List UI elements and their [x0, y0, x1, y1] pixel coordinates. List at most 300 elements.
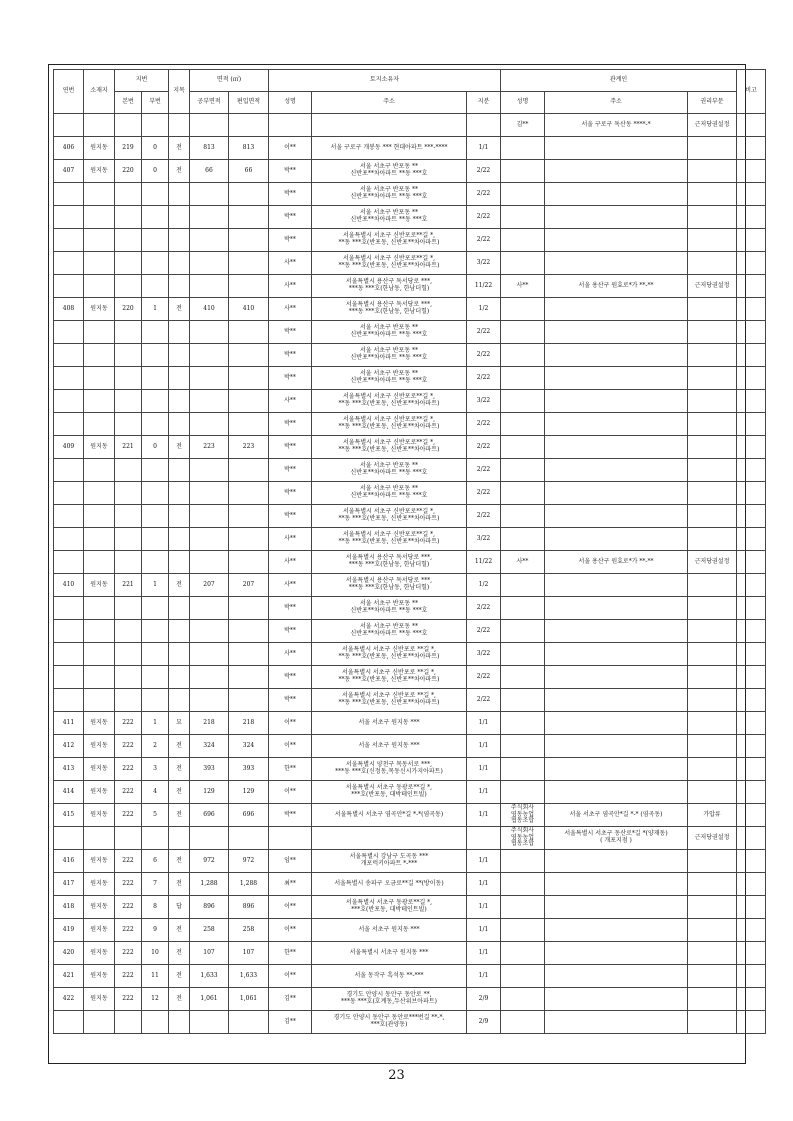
- cell-share: 2/9: [467, 1011, 501, 1034]
- cell-share: 2/22: [467, 367, 501, 390]
- table-row: [54, 735, 766, 758]
- cell-no: [54, 114, 84, 137]
- cell-share: 1/1: [467, 735, 501, 758]
- table-row: [54, 919, 766, 942]
- col-owner-name-header: 성명: [269, 92, 312, 114]
- cell-no: [54, 482, 84, 505]
- cell-main-no: 222: [115, 758, 142, 781]
- cell-location: [84, 528, 115, 551]
- cell-public-area: [190, 620, 229, 643]
- cell-sub-no: [142, 390, 169, 413]
- cell-public-area: [190, 1011, 229, 1034]
- cell-owner-addr: [312, 827, 467, 850]
- cell-main-no: 221: [115, 436, 142, 459]
- cell-owner-name: 사**: [269, 298, 312, 321]
- cell-location: 원지동: [84, 574, 115, 597]
- cell-public-area: [190, 528, 229, 551]
- cell-sub-no: 5: [142, 804, 169, 827]
- cell-land-type: [169, 344, 190, 367]
- cell-rel-addr: [545, 505, 688, 528]
- cell-sub-no: 2: [142, 735, 169, 758]
- cell-public-area: 813: [190, 137, 229, 160]
- table-row: [54, 896, 766, 919]
- cell-rel-addr: 서울 용산구 원효로*가 **-**: [545, 551, 688, 574]
- cell-land-type: 전: [169, 965, 190, 988]
- cell-owner-addr: 서울 서초구 원지동 ***: [312, 735, 467, 758]
- cell-land-type: [169, 275, 190, 298]
- cell-location: 원지동: [84, 298, 115, 321]
- cell-rel-name: [501, 344, 545, 367]
- document-frame: [48, 64, 757, 1064]
- cell-rel-addr: [545, 436, 688, 459]
- cell-remark: [737, 689, 766, 712]
- table-row: [54, 413, 766, 436]
- cell-owner-addr: 서울특별시 강남구 도곡동 *** 개포럭키아파트 *-***: [312, 850, 467, 873]
- cell-owner-name: 한**: [269, 942, 312, 965]
- cell-owner-addr: 서울 동작구 흑석동 **-***: [312, 965, 467, 988]
- cell-rights: [688, 390, 737, 413]
- cell-owner-name: [269, 114, 312, 137]
- cell-no: 417: [54, 873, 84, 896]
- cell-no: 412: [54, 735, 84, 758]
- cell-rel-addr: [545, 574, 688, 597]
- cell-share: 3/22: [467, 528, 501, 551]
- cell-rel-addr: [545, 712, 688, 735]
- cell-public-area: [190, 413, 229, 436]
- cell-main-no: [115, 689, 142, 712]
- cell-no: [54, 275, 84, 298]
- cell-remark: [737, 1011, 766, 1034]
- cell-incorporated-area: 696: [229, 804, 269, 827]
- cell-share: 3/22: [467, 390, 501, 413]
- cell-main-no: [115, 827, 142, 850]
- cell-sub-no: [142, 505, 169, 528]
- cell-rights: [688, 597, 737, 620]
- cell-main-no: 222: [115, 988, 142, 1011]
- cell-public-area: [190, 482, 229, 505]
- page-number: 23: [388, 1068, 405, 1083]
- cell-sub-no: [142, 367, 169, 390]
- cell-share: 1/2: [467, 574, 501, 597]
- cell-incorporated-area: 410: [229, 298, 269, 321]
- table-row: [54, 689, 766, 712]
- cell-owner-addr: 서울 서초구 반포동 ** 신반포**차아파트 **동 ***호: [312, 620, 467, 643]
- table-row: [54, 666, 766, 689]
- cell-rel-name: [501, 850, 545, 873]
- cell-owner-addr: 서울특별시 서초구 신반포로 **길 *, **동 ***호(반포동, 신반포**차아파트): [312, 666, 467, 689]
- cell-location: [84, 827, 115, 850]
- cell-rel-name: [501, 390, 545, 413]
- cell-rights: [688, 459, 737, 482]
- cell-share: 3/22: [467, 252, 501, 275]
- col-area-header: 면적 (㎡): [190, 70, 269, 92]
- table-row: [54, 643, 766, 666]
- cell-incorporated-area: 107: [229, 942, 269, 965]
- cell-location: 원지동: [84, 873, 115, 896]
- table-row: [54, 137, 766, 160]
- header-row-top: [54, 70, 766, 92]
- cell-share: 2/22: [467, 459, 501, 482]
- cell-no: 411: [54, 712, 84, 735]
- cell-share: 2/22: [467, 321, 501, 344]
- cell-rel-addr: [545, 965, 688, 988]
- cell-rights: [688, 712, 737, 735]
- cell-share: 2/22: [467, 436, 501, 459]
- cell-main-no: [115, 367, 142, 390]
- cell-sub-no: 1: [142, 574, 169, 597]
- cell-land-type: 전: [169, 804, 190, 827]
- cell-rights: [688, 482, 737, 505]
- cell-land-type: 전: [169, 298, 190, 321]
- cell-share: 1/1: [467, 804, 501, 827]
- cell-owner-addr: 서울 서초구 반포동 ** 신반포**차아파트 **동 ***호: [312, 367, 467, 390]
- cell-main-no: 222: [115, 942, 142, 965]
- cell-public-area: [190, 367, 229, 390]
- cell-sub-no: 0: [142, 436, 169, 459]
- cell-rel-addr: [545, 206, 688, 229]
- table-row: [54, 482, 766, 505]
- cell-sub-no: [142, 344, 169, 367]
- cell-remark: [737, 574, 766, 597]
- cell-location: [84, 367, 115, 390]
- cell-land-type: [169, 459, 190, 482]
- table-row: [54, 436, 766, 459]
- cell-no: [54, 229, 84, 252]
- col-share-header: 지분: [467, 92, 501, 114]
- cell-owner-addr: [312, 114, 467, 137]
- cell-remark: [737, 712, 766, 735]
- cell-incorporated-area: [229, 827, 269, 850]
- cell-sub-no: [142, 827, 169, 850]
- table-row: [54, 942, 766, 965]
- cell-owner-name: 박**: [269, 229, 312, 252]
- cell-main-no: [115, 666, 142, 689]
- cell-incorporated-area: [229, 390, 269, 413]
- cell-land-type: [169, 413, 190, 436]
- cell-sub-no: [142, 643, 169, 666]
- cell-sub-no: [142, 252, 169, 275]
- cell-rel-addr: [545, 873, 688, 896]
- cell-public-area: [190, 206, 229, 229]
- cell-main-no: [115, 114, 142, 137]
- cell-sub-no: [142, 482, 169, 505]
- cell-owner-name: 이**: [269, 781, 312, 804]
- cell-land-type: [169, 551, 190, 574]
- cell-land-type: [169, 528, 190, 551]
- cell-incorporated-area: [229, 689, 269, 712]
- cell-rel-name: 주식회사 영동농업 협동조합: [501, 804, 545, 827]
- cell-owner-addr: 서울 서초구 반포동 ** 신반포**차아파트 **동 ***호: [312, 160, 467, 183]
- cell-rights: [688, 965, 737, 988]
- cell-owner-name: 박**: [269, 183, 312, 206]
- cell-remark: [737, 781, 766, 804]
- cell-public-area: [190, 183, 229, 206]
- cell-share: 2/22: [467, 413, 501, 436]
- cell-remark: [737, 873, 766, 896]
- cell-remark: [737, 804, 766, 827]
- cell-main-no: [115, 551, 142, 574]
- cell-owner-addr: 서울 서초구 반포동 ** 신반포**차아파트 **동 ***호: [312, 459, 467, 482]
- cell-no: [54, 643, 84, 666]
- cell-location: [84, 183, 115, 206]
- cell-incorporated-area: [229, 252, 269, 275]
- cell-rel-addr: [545, 735, 688, 758]
- cell-rel-addr: [545, 137, 688, 160]
- cell-rights: 근저당권설정: [688, 114, 737, 137]
- cell-land-type: 전: [169, 873, 190, 896]
- cell-no: [54, 459, 84, 482]
- cell-owner-addr: 서울특별시 서초구 신반포로**길 *, **동 ***호(반포동, 신반포**차아파트): [312, 436, 467, 459]
- cell-owner-name: 사**: [269, 551, 312, 574]
- cell-incorporated-area: 972: [229, 850, 269, 873]
- cell-rights: [688, 252, 737, 275]
- cell-main-no: 220: [115, 160, 142, 183]
- cell-main-no: 222: [115, 804, 142, 827]
- cell-rel-addr: [545, 344, 688, 367]
- cell-owner-addr: 서울 서초구 원지동 ***: [312, 712, 467, 735]
- cell-incorporated-area: [229, 344, 269, 367]
- cell-sub-no: 9: [142, 919, 169, 942]
- cell-owner-name: 김**: [269, 988, 312, 1011]
- cell-rights: [688, 758, 737, 781]
- cell-owner-addr: 서울특별시 용산구 독서당로 ***, ***동 ***호(한남동, 한남더힐): [312, 275, 467, 298]
- cell-sub-no: [142, 689, 169, 712]
- cell-land-type: [169, 114, 190, 137]
- cell-sub-no: 11: [142, 965, 169, 988]
- cell-owner-addr: 서울특별시 서초구 염곡안*길 *-*(염곡동): [312, 804, 467, 827]
- col-public-area-header: 공부면적: [190, 92, 229, 114]
- cell-owner-name: 이**: [269, 137, 312, 160]
- cell-rel-addr: [545, 528, 688, 551]
- col-remark-header: 비고: [737, 70, 766, 114]
- col-no-header: 연번: [54, 70, 84, 114]
- table-row: [54, 1011, 766, 1034]
- cell-location: [84, 413, 115, 436]
- cell-land-type: 전: [169, 137, 190, 160]
- cell-rel-addr: [545, 1011, 688, 1034]
- cell-share: 2/22: [467, 160, 501, 183]
- cell-rights: 근저당권설정: [688, 827, 737, 850]
- cell-main-no: 222: [115, 781, 142, 804]
- cell-main-no: [115, 275, 142, 298]
- cell-incorporated-area: [229, 206, 269, 229]
- cell-incorporated-area: 896: [229, 896, 269, 919]
- cell-owner-name: 박**: [269, 206, 312, 229]
- cell-rel-addr: [545, 643, 688, 666]
- cell-incorporated-area: 129: [229, 781, 269, 804]
- cell-rights: 근저당권설정: [688, 551, 737, 574]
- cell-remark: [737, 114, 766, 137]
- cell-rel-addr: [545, 321, 688, 344]
- cell-rights: 근저당권설정: [688, 275, 737, 298]
- cell-public-area: 66: [190, 160, 229, 183]
- cell-rel-addr: 서울특별시 서초구 동산로*길 *(양재동) ( 개포지점 ): [545, 827, 688, 850]
- cell-owner-addr: 서울 서초구 반포동 ** 신반포**차아파트 **동 ***호: [312, 321, 467, 344]
- cell-owner-addr: 서울 서초구 반포동 ** 신반포**차아파트 **동 ***호: [312, 206, 467, 229]
- cell-public-area: 324: [190, 735, 229, 758]
- cell-sub-no: [142, 1011, 169, 1034]
- cell-land-type: [169, 1011, 190, 1034]
- cell-owner-name: 이**: [269, 712, 312, 735]
- cell-location: [84, 390, 115, 413]
- cell-location: 원지동: [84, 850, 115, 873]
- cell-remark: [737, 390, 766, 413]
- cell-location: [84, 344, 115, 367]
- table-row: [54, 850, 766, 873]
- cell-incorporated-area: [229, 482, 269, 505]
- cell-rel-name: 주식회사 영동농업 협동조합: [501, 827, 545, 850]
- cell-public-area: 218: [190, 712, 229, 735]
- cell-land-type: 전: [169, 574, 190, 597]
- cell-rel-addr: [545, 666, 688, 689]
- cell-public-area: [190, 229, 229, 252]
- cell-rel-name: [501, 988, 545, 1011]
- cell-main-no: [115, 183, 142, 206]
- cell-no: [54, 321, 84, 344]
- cell-land-type: 전: [169, 160, 190, 183]
- table-row: [54, 298, 766, 321]
- cell-no: [54, 597, 84, 620]
- cell-main-no: [115, 252, 142, 275]
- cell-land-type: [169, 482, 190, 505]
- cell-share: 1/1: [467, 919, 501, 942]
- cell-no: 409: [54, 436, 84, 459]
- cell-location: [84, 114, 115, 137]
- cell-no: 410: [54, 574, 84, 597]
- cell-rel-name: [501, 643, 545, 666]
- cell-rel-name: [501, 206, 545, 229]
- cell-owner-addr: 서울특별시 용산구 독서당로 ***, ***동 ***호(한남동, 한남더힐): [312, 551, 467, 574]
- cell-rel-name: [501, 528, 545, 551]
- table-row: [54, 712, 766, 735]
- cell-land-type: [169, 827, 190, 850]
- cell-main-no: [115, 344, 142, 367]
- cell-owner-name: 사**: [269, 574, 312, 597]
- cell-rel-name: [501, 758, 545, 781]
- col-lot-header: 지번: [115, 70, 169, 92]
- cell-rel-name: [501, 942, 545, 965]
- cell-sub-no: 1: [142, 712, 169, 735]
- cell-owner-name: 박**: [269, 666, 312, 689]
- ledger-body: [54, 114, 766, 1034]
- cell-rel-name: [501, 712, 545, 735]
- cell-no: 407: [54, 160, 84, 183]
- cell-owner-name: 이**: [269, 896, 312, 919]
- cell-rights: [688, 735, 737, 758]
- cell-no: [54, 528, 84, 551]
- cell-no: 413: [54, 758, 84, 781]
- cell-rel-addr: [545, 390, 688, 413]
- cell-main-no: 222: [115, 896, 142, 919]
- cell-remark: [737, 896, 766, 919]
- cell-owner-addr: 서울특별시 용산구 독서당로 ***, ***동 ***호(한남동, 한남더힐): [312, 298, 467, 321]
- cell-owner-name: 박**: [269, 160, 312, 183]
- cell-rel-name: [501, 321, 545, 344]
- cell-no: 421: [54, 965, 84, 988]
- cell-rights: [688, 505, 737, 528]
- cell-sub-no: [142, 551, 169, 574]
- table-row: [54, 390, 766, 413]
- cell-share: 11/22: [467, 551, 501, 574]
- cell-main-no: [115, 620, 142, 643]
- cell-owner-name: 박**: [269, 482, 312, 505]
- cell-location: [84, 551, 115, 574]
- cell-remark: [737, 298, 766, 321]
- cell-location: 원지동: [84, 436, 115, 459]
- cell-no: 406: [54, 137, 84, 160]
- cell-sub-no: 8: [142, 896, 169, 919]
- cell-incorporated-area: 1,633: [229, 965, 269, 988]
- cell-rel-addr: [545, 597, 688, 620]
- cell-public-area: [190, 390, 229, 413]
- table-row: [54, 252, 766, 275]
- cell-remark: [737, 643, 766, 666]
- cell-share: 1/2: [467, 298, 501, 321]
- cell-incorporated-area: 813: [229, 137, 269, 160]
- col-main-no-header: 본번: [115, 92, 142, 114]
- cell-rights: 가압류: [688, 804, 737, 827]
- table-row: [54, 965, 766, 988]
- cell-remark: [737, 183, 766, 206]
- cell-location: 원지동: [84, 988, 115, 1011]
- cell-land-type: 전: [169, 919, 190, 942]
- cell-incorporated-area: [229, 459, 269, 482]
- cell-location: 원지동: [84, 712, 115, 735]
- cell-rights: [688, 666, 737, 689]
- col-incorporated-area-header: 편입면적: [229, 92, 269, 114]
- cell-location: 원지동: [84, 735, 115, 758]
- cell-no: [54, 206, 84, 229]
- cell-rel-name: [501, 666, 545, 689]
- cell-rights: [688, 781, 737, 804]
- cell-land-type: 전: [169, 758, 190, 781]
- cell-public-area: [190, 643, 229, 666]
- cell-land-type: 전: [169, 942, 190, 965]
- cell-share: 1/1: [467, 781, 501, 804]
- cell-location: [84, 206, 115, 229]
- cell-sub-no: [142, 206, 169, 229]
- cell-land-type: [169, 505, 190, 528]
- cell-owner-addr: 서울특별시 서초구 신반포로**길 *, **동 ***호(반포동, 신반포**차아파트): [312, 505, 467, 528]
- cell-sub-no: 0: [142, 137, 169, 160]
- table-row: [54, 551, 766, 574]
- table-row: [54, 229, 766, 252]
- cell-land-type: 답: [169, 896, 190, 919]
- table-row: [54, 321, 766, 344]
- cell-incorporated-area: [229, 321, 269, 344]
- cell-rel-addr: [545, 367, 688, 390]
- cell-rel-name: [501, 137, 545, 160]
- cell-no: 415: [54, 804, 84, 827]
- cell-rel-name: [501, 482, 545, 505]
- cell-remark: [737, 459, 766, 482]
- cell-sub-no: 12: [142, 988, 169, 1011]
- cell-no: [54, 183, 84, 206]
- cell-owner-name: 사**: [269, 390, 312, 413]
- cell-rel-addr: [545, 919, 688, 942]
- cell-land-type: [169, 620, 190, 643]
- cell-rel-name: [501, 781, 545, 804]
- cell-share: 11/22: [467, 275, 501, 298]
- cell-share: 2/22: [467, 597, 501, 620]
- cell-rel-name: [501, 873, 545, 896]
- cell-incorporated-area: [229, 666, 269, 689]
- cell-share: [467, 827, 501, 850]
- cell-remark: [737, 827, 766, 850]
- cell-owner-name: 박**: [269, 620, 312, 643]
- cell-sub-no: [142, 275, 169, 298]
- cell-rel-name: [501, 160, 545, 183]
